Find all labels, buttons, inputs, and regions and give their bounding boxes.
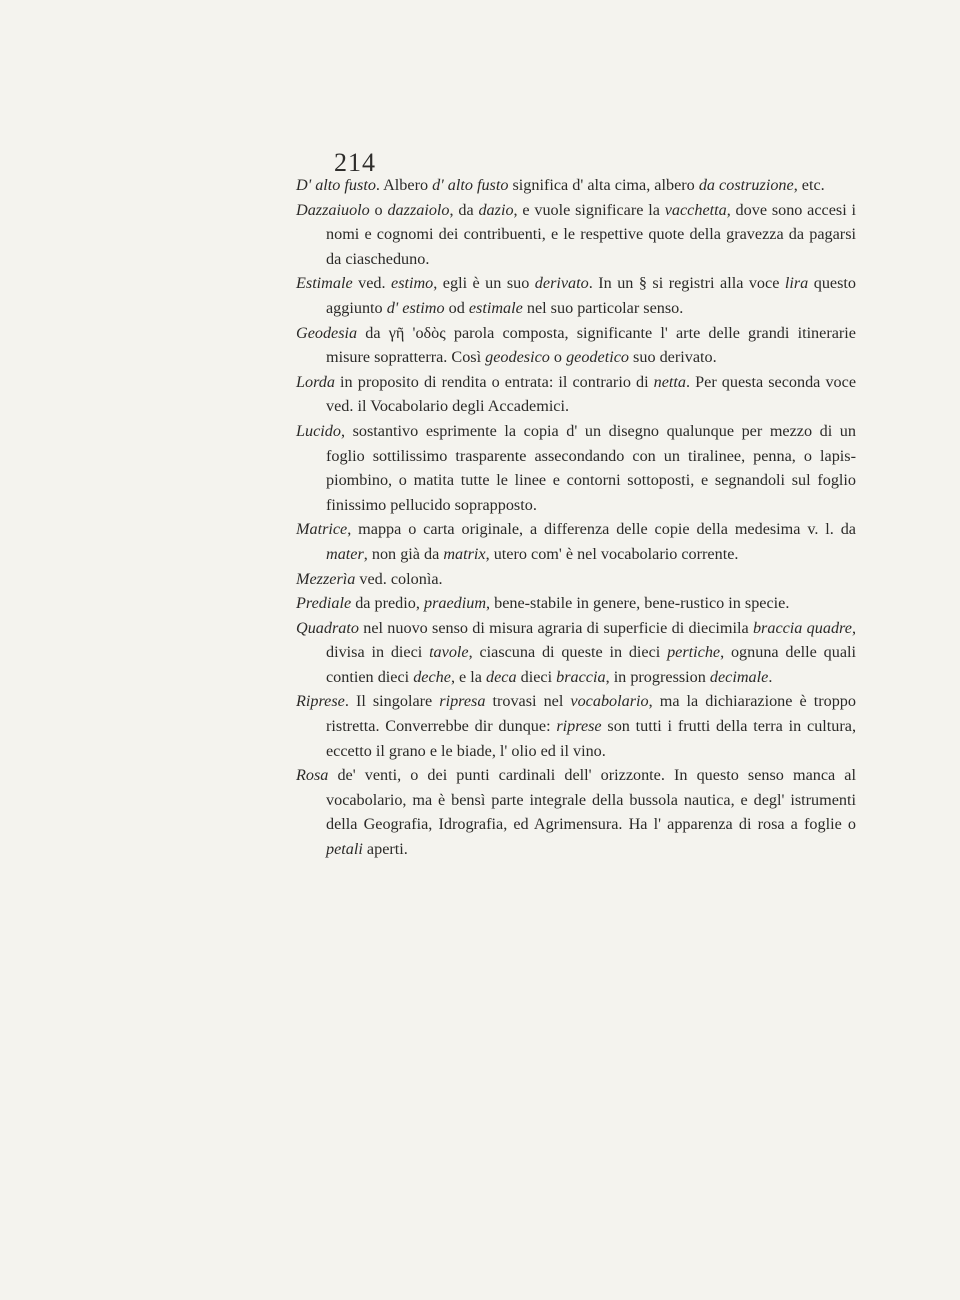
entry-quadrato: Quadrato nel nuovo senso di misura agraria di superficie di diecimila braccia quadre, divisa in dieci tavole, ciascuna di queste in dieci pertiche, ognuna delle quali contien dieci deche, e la deca dieci braccia, in progression decimale. — [296, 618, 856, 686]
entry-riprese: Riprese. Il singolare ripresa trovasi nel vocabolario, ma la dichiarazione è troppo ristretta. Converrebbe dir dunque: riprese son tutti i frutti della terra in cultura, eccetto il grano e le biade, l' olio ed il vino. — [296, 692, 856, 760]
entry-term: Quadrato — [296, 618, 359, 637]
glossary-entries — [296, 173, 856, 862]
entry-term: Rosa — [296, 766, 329, 785]
entry-mezzeria: Mezzerìa ved. colonìa. — [296, 569, 443, 588]
entry-lorda: Lorda in proposito di rendita o entrata: il contrario di netta. Per questa seconda voce ved. il Vocabolario degli Accademici. — [296, 372, 857, 416]
entry-estimale: Estimale ved. estimo, egli è un suo derivato. In un § si registri alla voce lira questo aggiunto d' estimo od estimale nel suo particolar senso. — [296, 274, 856, 317]
entry-term: Matrice — [296, 520, 348, 539]
entry-term: Estimale — [296, 274, 353, 293]
entry-rosa: Rosa de' venti, o dei punti cardinali dell' orizzonte. In questo senso manca al vocabolario, ma è bensì parte integrale della bussola nautica, e degl' istrumenti della Geografia, Idrografia, ed Agrimensura. Ha l' apparenza di rosa a foglie o petali aperti. — [296, 766, 856, 859]
entry-term: D' alto fusto — [296, 176, 376, 194]
page-number: 214 — [334, 148, 376, 177]
entry-term: Geodesia — [296, 323, 358, 342]
entry-matrice: Matrice, mappa o carta originale, a differenza delle copie della medesima v. l. da mater, non già da matrix, utero com' è nel vocabolario corrente. — [296, 520, 856, 563]
entry-dazzaiuolo: Dazzaiuolo o dazzaiolo, da dazio, e vuole significare la vacchetta, dove sono accesi i nomi e cognomi dei contribuenti, e le respettive quote della gravezza da pagarsi da ciascheduno. — [296, 200, 857, 268]
entry-lucido: Lucido, sostantivo esprimente la copia d' un disegno qualunque per mezzo di un foglio sottilissimo trasparente assecondando con un tiralinee, penna, o lapis-piombino, o matita tutte le linee e contorni sottoposti, e segnandoli sul foglio finissimo pellucido soprapposto. — [296, 421, 856, 514]
entry-geodesia: Geodesia da γῆ 'οδὸς parola composta, significante l' arte delle grandi itinerarie misure sopratterra. Così geodesico o geodetico suo derivato. — [296, 323, 856, 367]
entry-term: Lorda — [296, 372, 335, 391]
entry-term: Riprese — [296, 692, 345, 711]
entry-term: Lucido — [296, 421, 341, 440]
entry-d-alto-fusto: D' alto fusto. Albero d' alto fusto significa d' alta cima, albero da costruzione, etc. — [296, 176, 825, 194]
entry-term: Mezzerìa — [296, 569, 356, 588]
entry-prediale: Prediale da predio, praedium, bene-stabile in genere, bene-rustico in specie. — [296, 594, 790, 613]
entry-term: Prediale — [296, 594, 352, 613]
entry-term: Dazzaiuolo — [296, 200, 370, 219]
